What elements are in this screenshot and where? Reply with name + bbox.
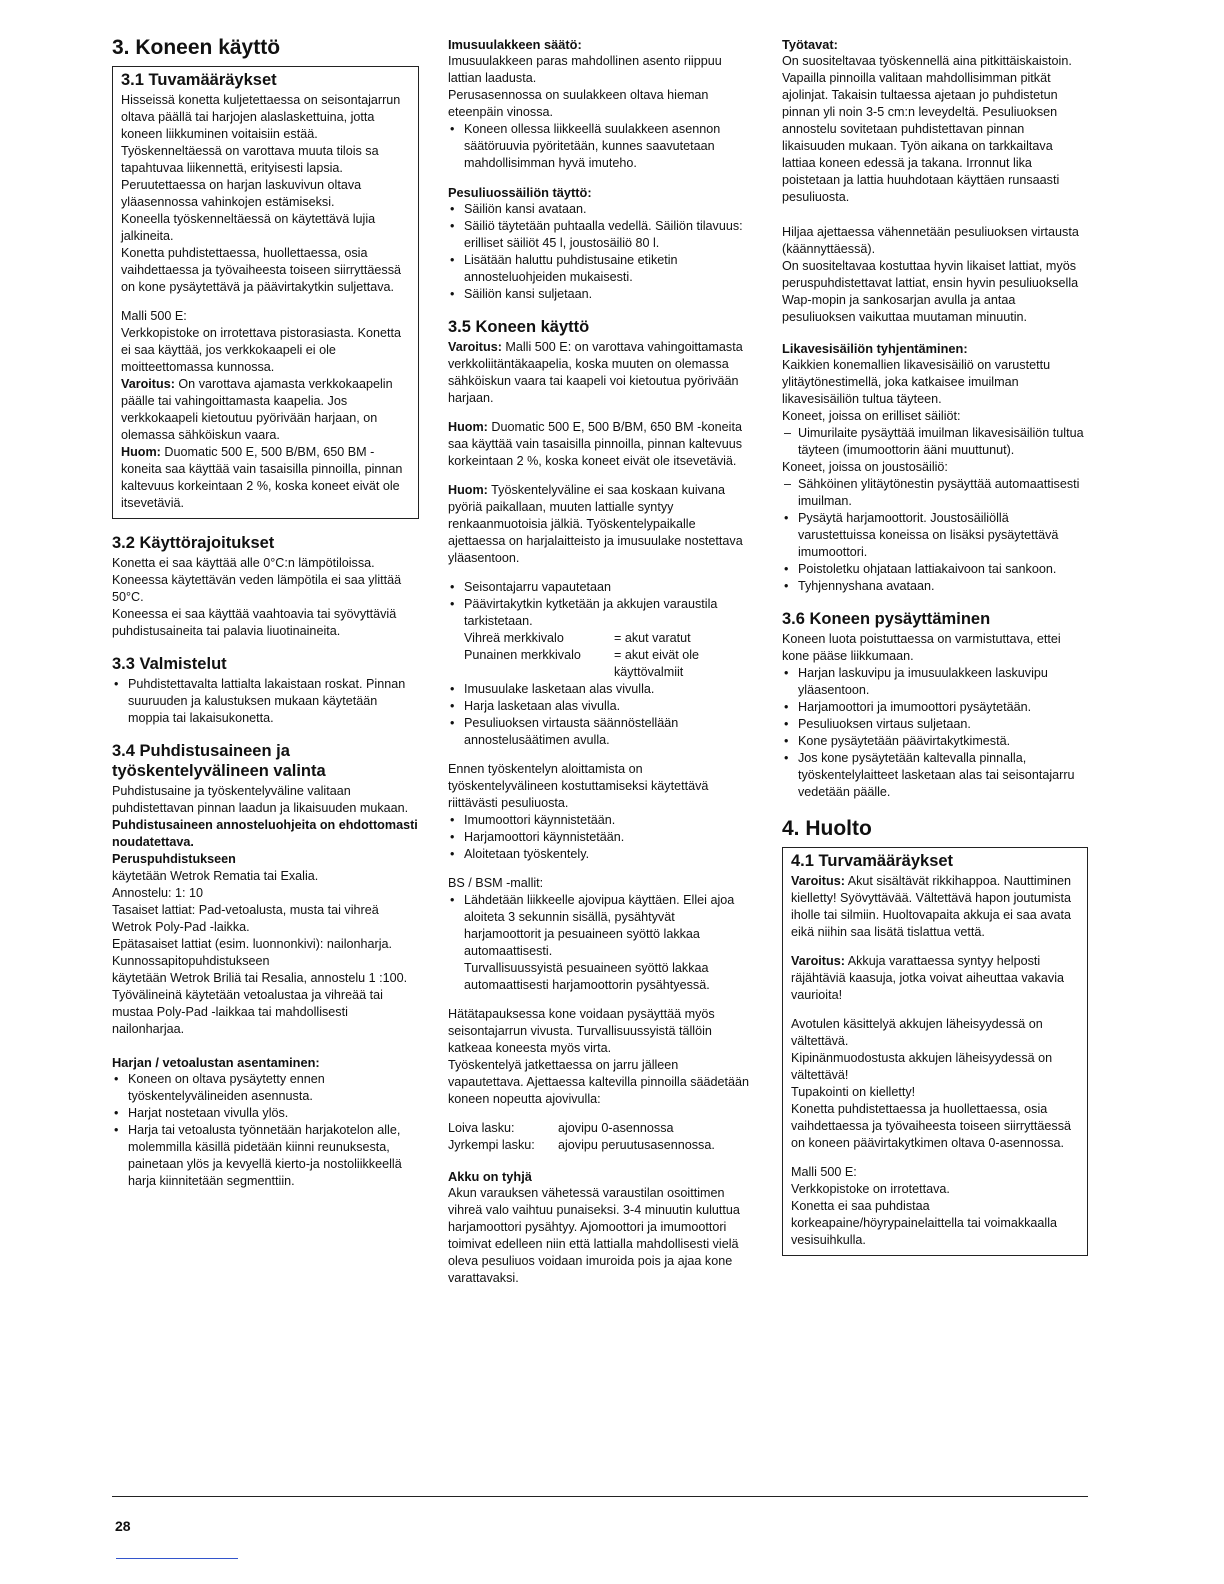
- bullet-list: [448, 892, 753, 994]
- note-label: Huom:: [448, 483, 488, 497]
- list-item: • Säiliö täytetään puhtaalla vedellä. Säiliön tilavuus: erilliset säiliöt 45 l, joustosäiliö 80 l.: [448, 218, 753, 252]
- warning-label: Varoitus:: [791, 954, 845, 968]
- subheading-work-methods: Työtavat:: [782, 37, 838, 52]
- paragraph: Imusuulakkeen paras mahdollinen asento riippuu lattian laadusta.: [448, 54, 722, 85]
- note-text: Duomatic 500 E, 500 B/BM, 650 BM -koneita saa käyttää vain tasaisilla pinnoilla, pinnan kaltevuus korkeintaan 2 %, koska koneet eivät ole itsevetäviä.: [448, 420, 743, 468]
- indicator-name: Vihreä merkkivalo: [464, 631, 564, 645]
- indicator-name: Punainen merkkivalo: [464, 648, 581, 662]
- list-item: – Sähköinen ylitäytönestin pysäyttää automaattisesti imuilman.: [782, 476, 1088, 510]
- table-row: [464, 630, 734, 647]
- paragraph: Verkkopistoke on irrotettava pistorasiasta. Konetta ei saa käyttää, jos verkkokaapeli ei ole moitteettomassa kunnossa.: [121, 326, 402, 374]
- paragraph: Hiljaa ajettaessa vähennetään pesuliuoksen virtausta (käännyttäessä).: [782, 225, 1079, 256]
- paragraph: Konetta ei saa käyttää alle 0°C:n lämpötiloissa. Koneessa käytettävän veden lämpötila ei saa ylittää 50°C.: [112, 556, 402, 604]
- slope-setting: ajovipu 0-asennossa: [558, 1121, 674, 1135]
- paragraph: Akun varauksen vähetessä varaustilan osoittimen vihreä valo vaihtuu punaiseksi. 3-4 minuutin kuluttua harjamoottori pysähtyy. Ajomoottori ja imumoottori toimivat edelleen niin että lattialla mahdollisesti vielä oleva pesuliuos voidaan imuroida pois ja ajaa kone varattavaksi.: [448, 1186, 740, 1285]
- list-item: • Pysäytä harjamoottorit. Joustosäiliöllä varustettuissa koneissa on lisäksi pysäytettävä imumoottori.: [782, 510, 1088, 561]
- paragraph: Konetta ei saa puhdistaa korkeapaine/höyrypainelaittella tai voimakkaalla vesisuihkulla.: [791, 1199, 1058, 1247]
- column-3: [782, 36, 1088, 1256]
- paragraph: Koneella työskenneltäessä on käytettävä lujia jalkineita.: [121, 212, 376, 243]
- indicator-meaning: = akut varatut: [614, 631, 691, 645]
- dash-list: [782, 476, 1088, 510]
- subheading-nozzle: Imusuulakkeen säätö:: [448, 37, 582, 52]
- page-number: 28: [115, 1518, 131, 1534]
- bullet-list: [782, 510, 1088, 595]
- footer-rule: [112, 1496, 1088, 1497]
- list-item: • Aloitetaan työskentely.: [448, 846, 753, 863]
- list-item: • Harjamoottori käynnistetään.: [448, 829, 753, 846]
- list-item: • Imumoottori käynnistetään.: [448, 812, 753, 829]
- section-heading-4-1: 4.1 Turvamääräykset: [791, 852, 954, 870]
- slope-type: Jyrkempi lasku:: [448, 1138, 535, 1152]
- section-heading-3-3: 3.3 Valmistelut: [112, 655, 227, 673]
- list-item: • Jos kone pysäytetään kaltevalla pinnalla, työskentelylaitteet lasketaan alas tai seisontajarru vedetään päälle.: [782, 750, 1088, 801]
- warning-paragraph: [448, 339, 753, 407]
- paragraph: Koneet, joissa on joustosäiliö:: [782, 460, 948, 474]
- paragraph: Koneessa ei saa käyttää vaahtoavia tai syövyttäviä puhdistusaineita tai palavia liuotinaineita.: [112, 607, 397, 638]
- bold-subheading: Peruspuhdistukseen: [112, 852, 236, 866]
- paragraph: Hätätapauksessa kone voidaan pysäyttää myös seisontajarrun vivusta. Turvallisuussyistä tällöin katkeaa koneesta myös virta.: [448, 1007, 715, 1055]
- paragraph: Perusasennossa on suulakkeen oltava hieman eteenpäin vinossa.: [448, 88, 709, 119]
- list-item: • Harjamoottori ja imumoottori pysäytetään.: [782, 699, 1088, 716]
- list-item: • Poistoletku ohjataan lattiakaivoon tai sankoon.: [782, 561, 1088, 578]
- line: Annostelu: 1: 10: [112, 886, 204, 900]
- note-label: Huom:: [448, 420, 488, 434]
- line: Tasaiset lattiat: Pad-vetoalusta, musta tai vihreä Wetrok Poly-Pad -laikka.: [112, 903, 379, 934]
- list-item: • Harjan laskuvipu ja imusuulakkeen laskuvipu yläasentoon.: [782, 665, 1088, 699]
- model-label: BS / BSM -mallit:: [448, 876, 544, 890]
- list-item: • Lisätään haluttu puhdistusaine etiketin annosteluohjeiden mukaisesti.: [448, 252, 753, 286]
- line: Työvälineinä käytetään vetoalustaa ja vihreää tai mustaa Poly-Pad -laikkaa tai mahdollisesti nailonharjaa.: [112, 988, 383, 1036]
- table-row: [448, 1120, 715, 1137]
- paragraph: Työskentelyä jatkettaessa on jarru jälleen vapautettava. Ajettaessa kaltevilla pinnoilla säädetään koneen nopeutta ajovivulla:: [448, 1058, 750, 1106]
- paragraph: Koneet, joissa on erilliset säiliöt:: [782, 409, 961, 423]
- list-item: • Tyhjennyshana avataan.: [782, 578, 1088, 595]
- model-label: Malli 500 E:: [121, 309, 187, 323]
- list-item: • Lähdetään liikkeelle ajovipua käyttäen. Ellei ajoa aloiteta 3 sekunnin sisällä, pysähtyvät harjamoottorit ja pesuaineen syöttö lakkaa automaattisesti. Turvallisuussyistä pesuaineen syöttö lakkaa automaattisesti harjamoottorin pysähtyessä.: [448, 892, 753, 994]
- list-item: • Säiliön kansi suljetaan.: [448, 286, 753, 303]
- chapter-title-huolto: 4. Huolto: [782, 817, 872, 840]
- subheading-brush-install: Harjan / vetoalustan asentaminen:: [112, 1055, 320, 1070]
- safety-box-4-1: [782, 847, 1088, 1256]
- list-item: • Koneen ollessa liikkeellä suulakkeen asennon säätöruuvia pyöritetään, kunnes saavutetaan mahdollisimman hyvä imuteho.: [448, 121, 753, 172]
- paragraph: Hisseissä konetta kuljetettaessa on seisontajarrun oltava päällä tai harjojen alaslaskettuina, jotta koneen liikkuminen voitaisiin estää.: [121, 93, 401, 141]
- list-item: • Harja lasketaan alas vivulla.: [448, 698, 753, 715]
- note-paragraph: [448, 419, 753, 470]
- paragraph: Tupakointi on kielletty!: [791, 1085, 916, 1099]
- paragraph: On suositeltavaa kostuttaa hyvin likaiset lattiat, myös peruspuhdistettavat lattiat, ensin hyvin pesuliuoksella Wap-mopin ja sankosarjan avulla ja antaa pesuliuoksen vaikuttaa muutaman minuutin.: [782, 259, 1079, 324]
- list-item: • Harja tai vetoalusta työnnetään harjakotelon alle, molemmilla käsillä pidetään kiinni reunuksesta, painetaan ylös ja kevyellä kierto-ja nostoliikkeellä harja kiinnitetään segmenttiin.: [112, 1122, 419, 1190]
- line: käytetään Wetrok Rematia tai Exalia.: [112, 869, 319, 883]
- indicator-table: [464, 630, 734, 681]
- column-2: [448, 36, 753, 1287]
- paragraph: Verkkopistoke on irrotettava.: [791, 1182, 950, 1196]
- chapter-title: 3. Koneen käyttö: [112, 36, 281, 59]
- note-text: Duomatic 500 E, 500 B/BM, 650 BM -koneita saa käyttää vain tasaisilla pinnoilla, pinnan kaltevuus korkeintaan 2 %, koska koneet eivät ole itsevetäviä.: [121, 445, 403, 510]
- list-item: • Päävirtakytkin kytketään ja akkujen varaustila tarkistetaan.: [448, 596, 753, 630]
- subheading-tank-fill: Pesuliuossäiliön täyttö:: [448, 185, 592, 200]
- bullet-list: [782, 665, 1088, 801]
- model-label: Malli 500 E:: [791, 1165, 857, 1179]
- line: Kunnossapitopuhdistukseen: [112, 954, 270, 968]
- bullet-list: [448, 579, 753, 630]
- subheading-battery-empty: Akku on tyhjä: [448, 1169, 532, 1184]
- bold-instruction: Puhdistusaineen annosteluohjeita on ehdottomasti noudatettava.: [112, 818, 418, 849]
- safety-box-3-1: [112, 66, 419, 519]
- list-item: – Uimurilaite pysäyttää imuilman likavesisäiliön tultua täyteen (imumoottorin ääni muuttunut).: [782, 425, 1088, 459]
- list-item: • Pesuliuoksen virtaus suljetaan.: [782, 716, 1088, 733]
- slope-table: [448, 1120, 715, 1154]
- warning-paragraph: [121, 376, 410, 444]
- paragraph: On suositeltavaa työskennellä aina pitkittäiskaistoin. Vapailla pinnoilla valitaan mahdollisimman pitkät ajolinjat. Takaisin tultaessa ajetaan jo puhdistetun pinnan yli noin 3-5 cm:n leveydeltä. Pesuliuoksen annostelu sovitetaan puhdistettavan pinnan likaisuuden mukaan. Työn aikana on tarkkailtava lattiaa koneen edessä ja takana. Irronnut lika poistetaan ja lattia huuhdotaan käyttäen runsaasti pesuliuosta.: [782, 54, 1072, 204]
- note-paragraph: [121, 444, 410, 512]
- warning-text: On varottava ajamasta verkkokaapelin päälle tai vahingoittamasta kaapelia. Jos verkkokaapeli kietoutuu pyörivään harjaan, on olemassa sähköiskun vaara.: [121, 377, 393, 442]
- paragraph: Koneen luota poistuttaessa on varmistuttava, ettei kone pääse liikkumaan.: [782, 632, 1061, 663]
- paragraph: Kipinänmuodostusta akkujen läheisyydessä on vältettävä!: [791, 1051, 1053, 1082]
- warning-label: Varoitus:: [448, 340, 502, 354]
- indicator-meaning: = akut eivät ole käyttövalmiit: [614, 648, 700, 679]
- warning-text: Malli 500 E: on varottava vahingoittamasta verkkoliitäntäkaapelia, koska muuten on olemassa sähköiskun vaara tai kaapeli voi kietoutua pyörivään harjaan.: [448, 340, 743, 405]
- bullet-list: [448, 812, 753, 863]
- warning-label: Varoitus:: [121, 377, 175, 391]
- list-item: • Kone pysäytetään päävirtakytkimestä.: [782, 733, 1088, 750]
- bullet-list: [112, 1071, 419, 1190]
- warning-label: Varoitus:: [791, 874, 845, 888]
- section-heading-3-4: 3.4 Puhdistusaineen ja työskentelyvälineen valinta: [112, 742, 326, 780]
- list-item: • Puhdistettavalta lattialta lakaistaan roskat. Pinnan suuruuden ja kalustuksen mukaan käytetään moppia tai lakaisukonetta.: [112, 676, 419, 727]
- list-item: • Pesuliuoksen virtausta säännöstellään annostelusäätimen avulla.: [448, 715, 753, 749]
- paragraph: Konetta puhdistettaessa ja huollettaessa, osia vaihdettaessa ja työvaiheesta toiseen siirryttäessä on koneen päävirtakytkimen oltava 0-asennossa.: [791, 1102, 1072, 1150]
- footer-accent-line: [116, 1558, 238, 1559]
- note-text: Työskentelyväline ei saa koskaan kuivana pyöriä paikallaan, muuten lattialle syntyy renkaanmuotoisia jälkiä. Työskentelypaikalle ajettaessa on harjalaitteisto ja imusuulake nostettava yläasentoon.: [448, 483, 743, 565]
- bullet-list: [448, 121, 753, 172]
- paragraph: Työskenneltäessä on varottava muuta tilois sa tapahtuvaa liikennettä, erityisesti lapsia.: [121, 144, 379, 175]
- slope-setting: ajovipu peruutusasennossa.: [558, 1138, 715, 1152]
- warning-text: Akkuja varattaessa syntyy helposti räjähtäviä kaasuja, jotka voivat aiheuttaa vakavia vaurioita!: [791, 954, 1065, 1002]
- warning-text: Akut sisältävät rikkihappoa. Nauttiminen kielletty! Syövyttävää. Vältettävä hapon joutumista iholle tai silmiin. Huoltovapaita akkuja ei saa avata eikä niihin saa lisätä tislattua vettä.: [791, 874, 1072, 939]
- paragraph: Peruutettaessa on harjan laskuvivun oltava yläasennossa vahinkojen estämiseksi.: [121, 178, 362, 209]
- paragraph: Kaikkien konemallien likavesisäiliö on varustettu ylitäytönestimellä, joka katkaisee imuilman likavesisäiliön tultua täyteen.: [782, 358, 1051, 406]
- subheading-dirty-tank: Likavesisäiliön tyhjentäminen:: [782, 341, 968, 356]
- line: käytetään Wetrok Briliä tai Resalia, annostelu 1 :100.: [112, 971, 408, 985]
- dash-list: [782, 425, 1088, 459]
- note-label: Huom:: [121, 445, 161, 459]
- list-item: • Säiliön kansi avataan.: [448, 201, 753, 218]
- column-1: [112, 36, 419, 1190]
- section-heading-3-1: 3.1 Tuvamääräykset: [121, 71, 277, 89]
- list-item: • Imusuulake lasketaan alas vivulla.: [448, 681, 753, 698]
- bullet-list: [112, 676, 419, 727]
- slope-type: Loiva lasku:: [448, 1121, 515, 1135]
- paragraph: Ennen työskentelyn aloittamista on työskentelyvälineen kostuttamiseksi käytettävä riittävästi pesuliuosta.: [448, 762, 709, 810]
- table-row: [448, 1137, 715, 1154]
- paragraph: Puhdistusaine ja työskentelyväline valitaan puhdistettavan pinnan laadun ja likaisuuden mukaan.: [112, 784, 409, 815]
- section-heading-3-5: 3.5 Koneen käyttö: [448, 318, 590, 336]
- warning-paragraph: [791, 873, 1079, 941]
- paragraph: Konetta puhdistettaessa, huollettaessa, osia vaihdettaessa ja työvaiheesta toiseen siirryttäessä on kone pysäytettävä ja päävirtakytkin suljettava.: [121, 246, 402, 294]
- warning-paragraph: [791, 953, 1079, 1004]
- list-item: • Harjat nostetaan vivulla ylös.: [112, 1105, 419, 1122]
- table-row: [464, 647, 734, 681]
- bullet-list: [448, 201, 753, 303]
- section-heading-3-2: 3.2 Käyttörajoitukset: [112, 534, 275, 552]
- list-item: • Koneen on oltava pysäytetty ennen työskentelyvälineiden asennusta.: [112, 1071, 419, 1105]
- paragraph: Avotulen käsittelyä akkujen läheisyydessä on vältettävä.: [791, 1017, 1043, 1048]
- section-heading-3-6: 3.6 Koneen pysäyttäminen: [782, 610, 991, 628]
- list-item: • Seisontajarru vapautetaan: [448, 579, 753, 596]
- line: Epätasaiset lattiat (esim. luonnonkivi): nailonharja.: [112, 937, 393, 951]
- bullet-list: [448, 681, 753, 749]
- note-paragraph: [448, 482, 753, 567]
